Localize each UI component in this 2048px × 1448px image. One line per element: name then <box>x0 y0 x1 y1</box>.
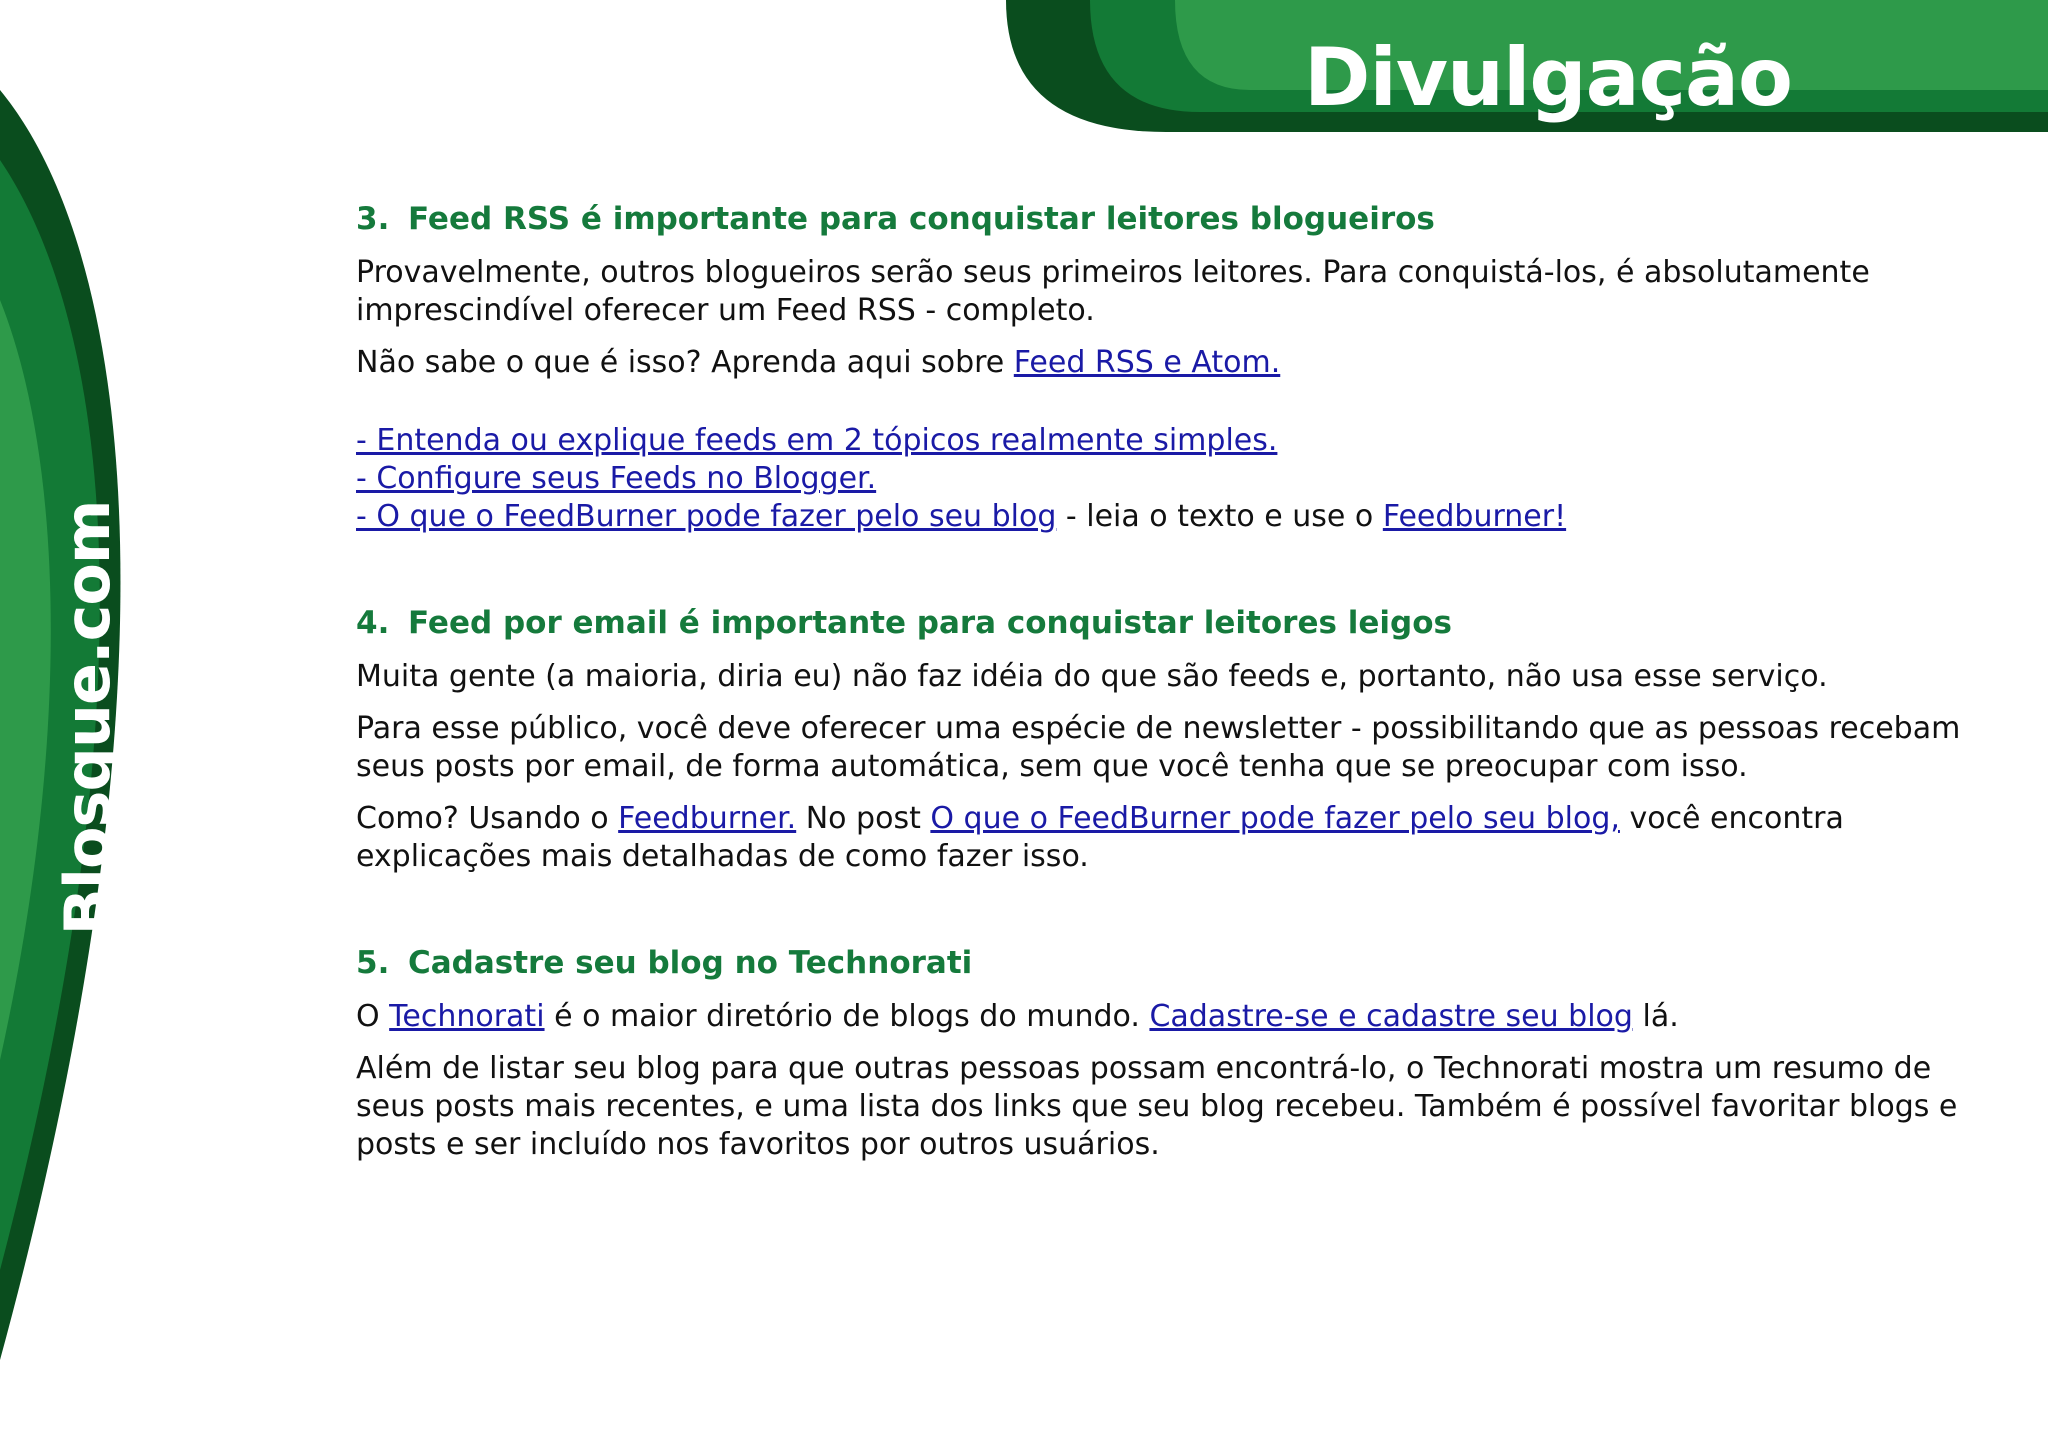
side-brand-text: Blosque.com <box>51 500 124 936</box>
page-title: Divulgação <box>1304 31 1792 124</box>
feedburner-article-link[interactable]: - O que o FeedBurner pode fazer pelo seu blog <box>356 499 1057 534</box>
paragraph: Provavelmente, outros blogueiros serão seus primeiros leitores. Para conquistá-los, é absolutamente imprescindível oferecer um Feed RSS - completo. <box>356 255 1870 328</box>
section-feed-rss <box>356 198 1976 536</box>
section-title: Feed RSS é importante para conquistar leitores blogueiros <box>408 201 1435 237</box>
paragraph <box>356 998 1976 1036</box>
configure-feeds-blogger-link[interactable]: - Configure seus Feeds no Blogger. <box>356 461 877 496</box>
section-heading <box>356 942 1976 984</box>
technorati-signup-link[interactable]: Cadastre-se e cadastre seu blog <box>1149 999 1633 1034</box>
paragraph <box>356 800 1976 876</box>
paragraph: Para esse público, você deve oferecer uma espécie de newsletter - possibilitando que as pessoas recebam seus posts por email, de forma automática, sem que você tenha que se preocupar com isso. <box>356 711 1961 784</box>
paragraph-text: você encontra explicações mais detalhadas de como fazer isso. <box>356 801 1844 874</box>
section-number: 3. <box>356 201 390 237</box>
paragraph-text: é o maior diretório de blogs do mundo. <box>544 999 1150 1034</box>
feedburner-link[interactable]: Feedburner! <box>1382 499 1567 534</box>
list-item <box>356 422 1976 460</box>
section-title: Cadastre seu blog no Technorati <box>408 945 973 981</box>
section-title: Feed por email é importante para conquistar leitores leigos <box>408 605 1452 641</box>
technorati-link[interactable]: Technorati <box>389 999 545 1034</box>
list-item-text: - leia o texto e use o <box>1056 499 1383 534</box>
paragraph-text: Como? Usando o <box>356 801 619 836</box>
feed-link-list <box>356 422 1976 536</box>
feedburner-article-link[interactable]: O que o FeedBurner pode fazer pelo seu blog, <box>930 801 1620 836</box>
section-technorati <box>356 942 1976 1164</box>
feedburner-link[interactable]: Feedburner. <box>618 801 797 836</box>
section-number: 5. <box>356 945 390 981</box>
paragraph: Além de listar seu blog para que outras pessoas possam encontrá-lo, o Technorati mostra um resumo de seus posts mais recentes, e uma lista dos links que seu blog recebeu. Também é possível favoritar blogs e posts e ser incluído nos favoritos por outros usuários. <box>356 1051 1958 1162</box>
main-content <box>356 198 1976 1230</box>
section-feed-email <box>356 602 1976 876</box>
section-heading <box>356 198 1976 240</box>
explain-feeds-link[interactable]: - Entenda ou explique feeds em 2 tópicos realmente simples. <box>356 423 1278 458</box>
paragraph: Muita gente (a maioria, diria eu) não faz idéia do que são feeds e, portanto, não usa esse serviço. <box>356 659 1828 694</box>
list-item <box>356 460 1976 498</box>
paragraph-text: Não sabe o que é isso? Aprenda aqui sobre <box>356 345 1014 380</box>
paragraph-text: lá. <box>1632 999 1679 1034</box>
paragraph <box>356 344 1976 382</box>
section-heading <box>356 602 1976 644</box>
list-item <box>356 498 1976 536</box>
feed-rss-atom-link[interactable]: Feed RSS e Atom. <box>1013 345 1281 380</box>
section-number: 4. <box>356 605 390 641</box>
paragraph-text: No post <box>796 801 931 836</box>
paragraph-text: O <box>356 999 390 1034</box>
